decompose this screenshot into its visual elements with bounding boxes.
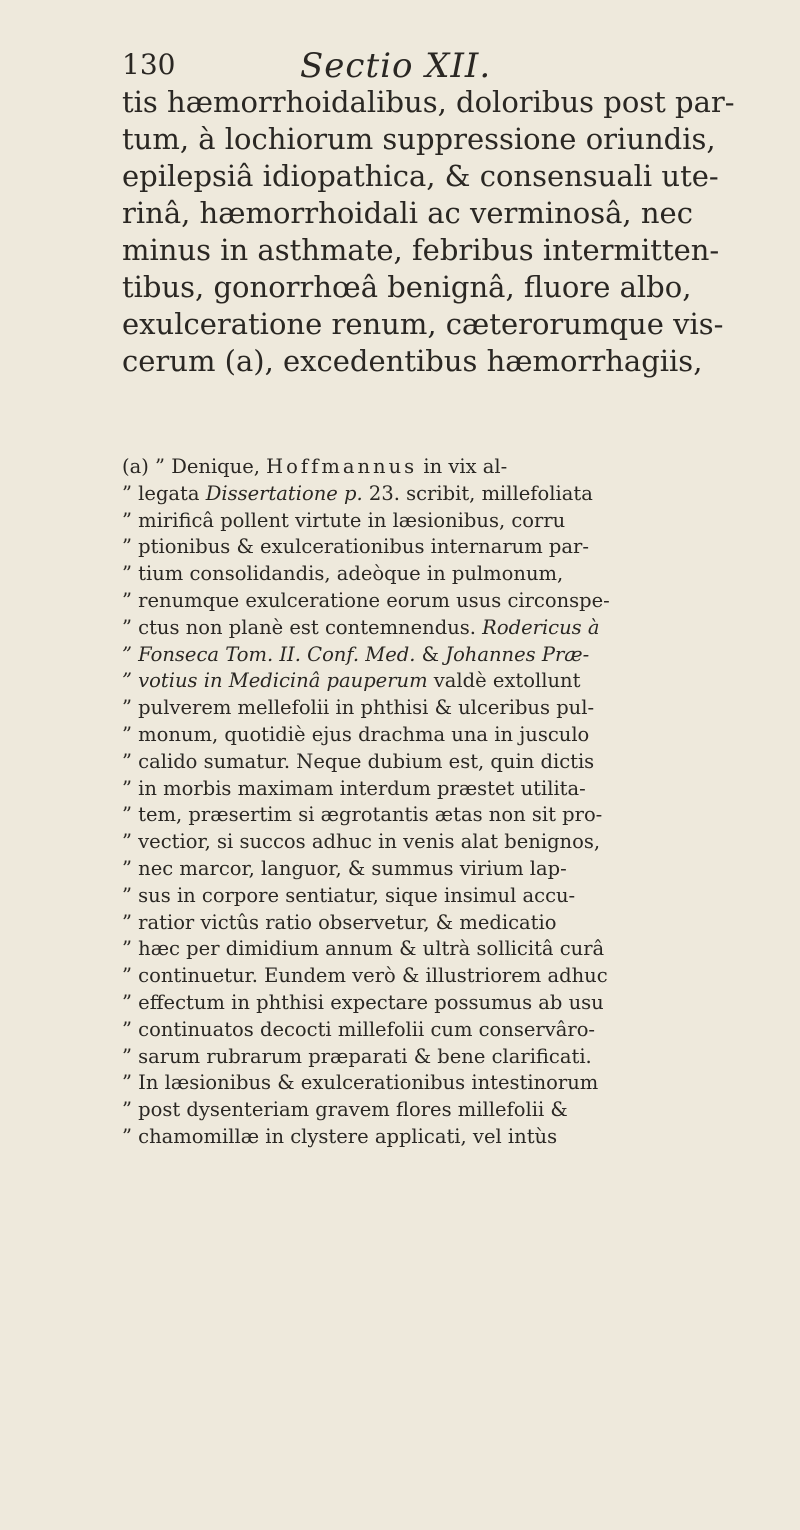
footnote-line: ” post dysenteriam gravem flores millefolii &: [122, 1098, 568, 1122]
footnote-line: ” tium consolidandis, adeòque in pulmonum,: [122, 562, 564, 586]
footnote-block: [122, 454, 800, 1151]
main-text-line: tis hæmorrhoidalibus, doloribus post par-: [122, 85, 735, 119]
footnote-line: ” pulverem mellefolii in phthisi & ulceribus pul-: [122, 696, 595, 720]
footnote-line: ” effectum in phthisi expectare possumus ab usu: [122, 990, 604, 1014]
main-text-line: epilepsiâ idiopathica, & consensuali ute-: [122, 159, 719, 193]
citation-italic: Dissertatione p.: [205, 481, 363, 505]
footnote-line: ” vectior, si succos adhuc in venis alat benignos,: [122, 830, 601, 854]
footnote-text: ” legata: [122, 481, 206, 505]
footnote-line: [122, 642, 800, 669]
footnote-line: ” ratior victûs ratio observetur, & medicatio: [122, 910, 557, 934]
footnote-line: ” monum, quotidiè ejus drachma una in jusculo: [122, 722, 590, 746]
footnote-line: ” hæc per dimidium annum & ultrà sollicitâ curâ: [122, 937, 605, 961]
main-text-line: cerum (a), excedentibus hæmorrhagiis,: [122, 344, 703, 378]
footnote-line: ” sarum rubrarum præparati & bene clarificati.: [122, 1044, 592, 1068]
footnote-text: ” ctus non planè est contemnendus.: [122, 615, 483, 639]
page-number: 130: [122, 48, 176, 81]
running-head: Sectio XII.: [300, 46, 492, 86]
author-name: Hoffmannus: [266, 455, 418, 478]
footnote-line: [122, 615, 800, 642]
footnote-line: ” renumque exulceratione eorum usus circonspe-: [122, 588, 610, 612]
footnote-line: ” In læsionibus & exulcerationibus intestinorum: [122, 1071, 599, 1095]
footnote-text: (a) ” Denique,: [122, 455, 267, 478]
main-text-block: [122, 84, 800, 380]
footnote-line: ” in morbis maximam interdum præstet utilita-: [122, 776, 586, 800]
footnote-line: ” sus in corpore sentiatur, sique insimul accu-: [122, 883, 576, 907]
footnote-line: ” calido sumatur. Neque dubium est, quin dictis: [122, 749, 595, 773]
footnote-line: ” nec marcor, languor, & summus virium lap-: [122, 856, 567, 880]
footnote-line: ” ptionibus & exulcerationibus internarum par-: [122, 535, 589, 559]
footnote-line: [122, 668, 800, 695]
main-text-line: exulceratione renum, cæterorumque vis-: [122, 307, 724, 341]
footnote-line: ” continuetur. Eundem verò & illustriorem adhuc: [122, 964, 608, 988]
footnote-line: ” chamomillæ in clystere applicati, vel intùs: [122, 1124, 558, 1148]
citation-italic: Rodericus à: [482, 615, 600, 639]
citation-italic: ” Fonseca Tom. II. Conf. Med.: [122, 642, 416, 666]
footnote-line: ” tem, præsertim si ægrotantis ætas non sit pro-: [122, 803, 603, 827]
footnote-line: ” mirificâ pollent virtute in læsionibus, corru: [122, 508, 566, 532]
footnote-text: &: [415, 642, 446, 666]
citation-italic: ” votius in Medicinâ pauperum: [122, 669, 428, 693]
main-text-line: minus in asthmate, febribus intermitten-: [122, 233, 720, 267]
footnote-line: ” continuatos decocti millefolii cum conservâro-: [122, 1017, 596, 1041]
footnote-line: [122, 454, 800, 481]
footnote-text: 23. scribit, millefoliata: [362, 481, 593, 505]
footnote-text: in vix al-: [417, 455, 508, 478]
footnote-line: [122, 481, 800, 508]
main-text-line: tibus, gonorrhœâ benignâ, fluore albo,: [122, 270, 692, 304]
footnote-text: valdè extollunt: [427, 669, 581, 693]
main-text-line: tum, à lochiorum suppressione oriundis,: [122, 122, 716, 156]
main-text-line: rinâ, hæmorrhoidali ac verminosâ, nec: [122, 196, 693, 230]
citation-italic: Johannes Præ-: [445, 642, 590, 666]
